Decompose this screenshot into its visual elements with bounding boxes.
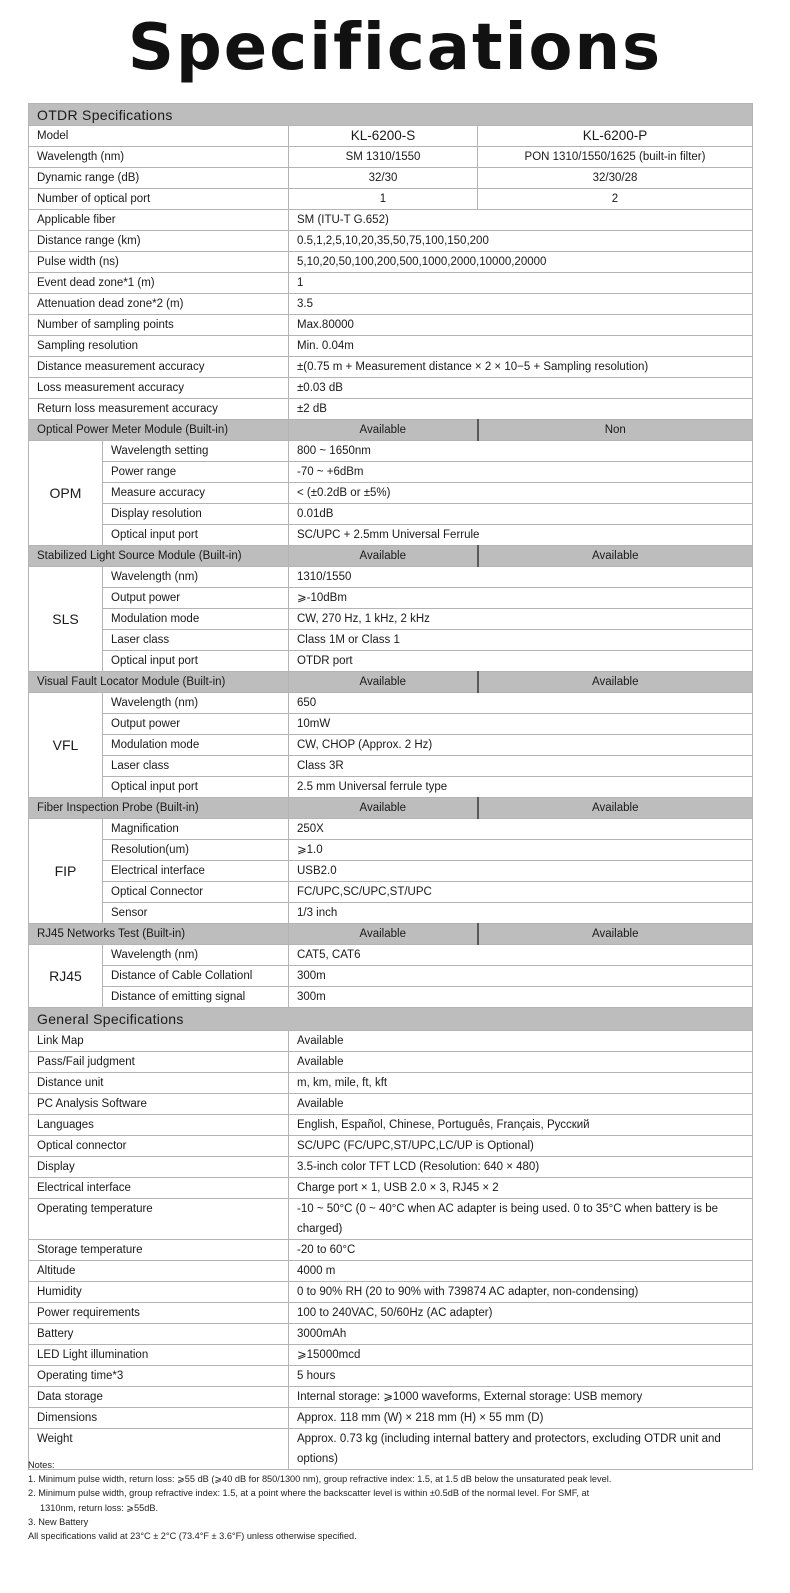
otdr-section-header <box>29 104 753 126</box>
module-title: Visual Fault Locator Module (Built-in) <box>29 672 289 693</box>
spec-label: Laser class <box>103 756 289 777</box>
module-row <box>29 462 753 483</box>
module-availability-s: Available <box>289 420 478 441</box>
spec-value: Available <box>289 1052 753 1073</box>
spec-value: Approx. 118 mm (W) × 218 mm (H) × 55 mm (D) <box>289 1408 753 1429</box>
module-header <box>29 924 753 945</box>
spec-label: Distance range (km) <box>29 231 289 252</box>
general-row <box>29 1261 753 1282</box>
module-row <box>29 861 753 882</box>
spec-label: Event dead zone*1 (m) <box>29 273 289 294</box>
spec-label: Attenuation dead zone*2 (m) <box>29 294 289 315</box>
module-code: VFL <box>29 693 103 798</box>
module-row <box>29 945 753 966</box>
spec-label: Output power <box>103 714 289 735</box>
spec-value-s: 1 <box>289 189 478 210</box>
model-row <box>29 126 753 147</box>
spec-value: 3000mAh <box>289 1324 753 1345</box>
spec-value: -10 ~ 50°C (0 ~ 40°C when AC adapter is being used. 0 to 35°C when battery is be charged) <box>289 1199 753 1240</box>
spec-label: Output power <box>103 588 289 609</box>
spec-value: 800 ~ 1650nm <box>289 441 753 462</box>
general-row <box>29 1115 753 1136</box>
notes-footer: All specifications valid at 23°C ± 2°C (73.4°F ± 3.6°F) unless otherwise specified. <box>28 1531 357 1542</box>
module-row <box>29 819 753 840</box>
note-2: 2. Minimum pulse width, group refractive index: 1.5, at a point where the backscatter level is within ±0.5dB of the normal level. For SMF, at <box>28 1488 590 1499</box>
spec-table <box>28 103 753 1470</box>
spec-label: Return loss measurement accuracy <box>29 399 289 420</box>
spec-label: Optical input port <box>103 525 289 546</box>
otdr-row <box>29 336 753 357</box>
spec-label: Wavelength (nm) <box>103 567 289 588</box>
module-row <box>29 525 753 546</box>
spec-label: Number of sampling points <box>29 315 289 336</box>
spec-label: Modulation mode <box>103 735 289 756</box>
spec-value: 2.5 mm Universal ferrule type <box>289 777 753 798</box>
module-row <box>29 651 753 672</box>
module-row <box>29 504 753 525</box>
spec-value: CW, CHOP (Approx. 2 Hz) <box>289 735 753 756</box>
spec-value: 1 <box>289 273 753 294</box>
spec-value: Available <box>289 1031 753 1052</box>
module-availability-p: Available <box>478 546 753 567</box>
general-row <box>29 1094 753 1115</box>
spec-label: Distance unit <box>29 1073 289 1094</box>
general-row <box>29 1073 753 1094</box>
spec-value: CW, 270 Hz, 1 kHz, 2 kHz <box>289 609 753 630</box>
module-code: FIP <box>29 819 103 924</box>
spec-value: Class 1M or Class 1 <box>289 630 753 651</box>
general-row <box>29 1387 753 1408</box>
spec-value: ±0.03 dB <box>289 378 753 399</box>
general-row <box>29 1052 753 1073</box>
general-row <box>29 1408 753 1429</box>
spec-value: Class 3R <box>289 756 753 777</box>
module-title: RJ45 Networks Test (Built-in) <box>29 924 289 945</box>
module-row <box>29 966 753 987</box>
module-header <box>29 420 753 441</box>
spec-value: m, km, mile, ft, kft <box>289 1073 753 1094</box>
spec-value: USB2.0 <box>289 861 753 882</box>
page-title: Specifications <box>127 11 663 85</box>
spec-label: Wavelength (nm) <box>103 945 289 966</box>
module-row <box>29 903 753 924</box>
module-availability-s: Available <box>289 546 478 567</box>
spec-label: Power requirements <box>29 1303 289 1324</box>
spec-label: Distance measurement accuracy <box>29 357 289 378</box>
spec-label: Link Map <box>29 1031 289 1052</box>
otdr-row <box>29 273 753 294</box>
spec-value: ±2 dB <box>289 399 753 420</box>
spec-label: Electrical interface <box>29 1178 289 1199</box>
spec-value: CAT5, CAT6 <box>289 945 753 966</box>
spec-label: Languages <box>29 1115 289 1136</box>
spec-label: Battery <box>29 1324 289 1345</box>
spec-value: Min. 0.04m <box>289 336 753 357</box>
spec-label: Sensor <box>103 903 289 924</box>
module-availability-s: Available <box>289 924 478 945</box>
module-row <box>29 735 753 756</box>
spec-value: Approx. 0.73 kg (including internal battery and protectors, excluding OTDR unit and options) <box>289 1429 753 1470</box>
model-s: KL-6200-S <box>289 126 478 147</box>
spec-label: Number of optical port <box>29 189 289 210</box>
module-row <box>29 840 753 861</box>
module-row <box>29 567 753 588</box>
general-row <box>29 1366 753 1387</box>
spec-value: 3.5-inch color TFT LCD (Resolution: 640 × 480) <box>289 1157 753 1178</box>
spec-value: 5,10,20,50,100,200,500,1000,2000,10000,20000 <box>289 252 753 273</box>
model-p: KL-6200-P <box>478 126 753 147</box>
spec-label: Optical input port <box>103 777 289 798</box>
spec-label: Optical input port <box>103 651 289 672</box>
notes-heading: Notes: <box>28 1460 55 1470</box>
spec-value: English, Español, Chinese, Português, Français, Русский <box>289 1115 753 1136</box>
general-heading: General Specifications <box>29 1008 753 1031</box>
spec-value: 5 hours <box>289 1366 753 1387</box>
otdr-split-row <box>29 147 753 168</box>
spec-value: ⩾15000mcd <box>289 1345 753 1366</box>
module-title: Stabilized Light Source Module (Built-in) <box>29 546 289 567</box>
note-3: 3. New Battery <box>28 1516 89 1527</box>
spec-label: Humidity <box>29 1282 289 1303</box>
module-code: SLS <box>29 567 103 672</box>
spec-value: Internal storage: ⩾1000 waveforms, External storage: USB memory <box>289 1387 753 1408</box>
spec-label: Wavelength setting <box>103 441 289 462</box>
general-row <box>29 1345 753 1366</box>
spec-value: 0.5,1,2,5,10,20,35,50,75,100,150,200 <box>289 231 753 252</box>
spec-value: 3.5 <box>289 294 753 315</box>
general-row <box>29 1178 753 1199</box>
module-header <box>29 546 753 567</box>
spec-value: Max.80000 <box>289 315 753 336</box>
note-1: 1. Minimum pulse width, return loss: ⩾55 dB (⩾40 dB for 850/1300 nm), group refractive index: 1.5, at 1.5 dB below the unsaturated peak level. <box>28 1474 612 1485</box>
spec-value: ±(0.75 m + Measurement distance × 2 × 10−5 + Sampling resolution) <box>289 357 753 378</box>
module-header <box>29 672 753 693</box>
spec-value: 650 <box>289 693 753 714</box>
spec-label: Altitude <box>29 1261 289 1282</box>
module-row <box>29 441 753 462</box>
spec-value: 10mW <box>289 714 753 735</box>
module-code: OPM <box>29 441 103 546</box>
spec-label: Distance of Cable Collationl <box>103 966 289 987</box>
otdr-row <box>29 378 753 399</box>
spec-label: Weight <box>29 1429 289 1470</box>
spec-label: Power range <box>103 462 289 483</box>
spec-label: Resolution(um) <box>103 840 289 861</box>
module-availability-p: Non <box>478 420 753 441</box>
otdr-row <box>29 231 753 252</box>
spec-value: SM (ITU-T G.652) <box>289 210 753 231</box>
spec-label: Measure accuracy <box>103 483 289 504</box>
spec-value: 0.01dB <box>289 504 753 525</box>
module-title: Fiber Inspection Probe (Built-in) <box>29 798 289 819</box>
general-row <box>29 1324 753 1345</box>
spec-value: OTDR port <box>289 651 753 672</box>
model-label: Model <box>29 126 289 147</box>
spec-label: PC Analysis Software <box>29 1094 289 1115</box>
general-row <box>29 1136 753 1157</box>
spec-value-p: 2 <box>478 189 753 210</box>
spec-label: Dimensions <box>29 1408 289 1429</box>
otdr-row <box>29 210 753 231</box>
spec-value-p: 32/30/28 <box>478 168 753 189</box>
spec-value: Charge port × 1, USB 2.0 × 3, RJ45 × 2 <box>289 1178 753 1199</box>
spec-label: Wavelength (nm) <box>29 147 289 168</box>
module-row <box>29 882 753 903</box>
module-row <box>29 483 753 504</box>
spec-label: Data storage <box>29 1387 289 1408</box>
spec-value: < (±0.2dB or ±5%) <box>289 483 753 504</box>
module-row <box>29 693 753 714</box>
spec-value: 300m <box>289 966 753 987</box>
otdr-split-row <box>29 168 753 189</box>
spec-value: SC/UPC (FC/UPC,ST/UPC,LC/UP is Optional) <box>289 1136 753 1157</box>
module-availability-p: Available <box>478 798 753 819</box>
spec-value: Available <box>289 1094 753 1115</box>
spec-value: 1310/1550 <box>289 567 753 588</box>
otdr-heading: OTDR Specifications <box>29 104 753 126</box>
spec-label: Modulation mode <box>103 609 289 630</box>
otdr-row <box>29 252 753 273</box>
otdr-row <box>29 357 753 378</box>
module-availability-p: Available <box>478 672 753 693</box>
general-row <box>29 1240 753 1261</box>
module-availability-p: Available <box>478 924 753 945</box>
module-availability-s: Available <box>289 798 478 819</box>
general-row <box>29 1282 753 1303</box>
module-row <box>29 987 753 1008</box>
spec-label: Sampling resolution <box>29 336 289 357</box>
spec-value: -20 to 60°C <box>289 1240 753 1261</box>
module-title: Optical Power Meter Module (Built-in) <box>29 420 289 441</box>
spec-value-s: SM 1310/1550 <box>289 147 478 168</box>
spec-value-s: 32/30 <box>289 168 478 189</box>
module-row <box>29 714 753 735</box>
module-row <box>29 756 753 777</box>
module-row <box>29 630 753 651</box>
spec-label: Pass/Fail judgment <box>29 1052 289 1073</box>
spec-value: 300m <box>289 987 753 1008</box>
notes-block <box>28 1458 768 1543</box>
general-section-header <box>29 1008 753 1031</box>
spec-value: -70 ~ +6dBm <box>289 462 753 483</box>
spec-label: Electrical interface <box>103 861 289 882</box>
note-2-continued: 1310nm, return loss: ⩾55dB. <box>40 1502 159 1513</box>
general-row <box>29 1199 753 1240</box>
spec-value: ⩾1.0 <box>289 840 753 861</box>
spec-value: 100 to 240VAC, 50/60Hz (AC adapter) <box>289 1303 753 1324</box>
spec-label: Optical connector <box>29 1136 289 1157</box>
spec-value-p: PON 1310/1550/1625 (built-in filter) <box>478 147 753 168</box>
otdr-row <box>29 399 753 420</box>
module-row <box>29 777 753 798</box>
spec-value: 0 to 90% RH (20 to 90% with 739874 AC adapter, non-condensing) <box>289 1282 753 1303</box>
spec-label: Display <box>29 1157 289 1178</box>
spec-value: 1/3 inch <box>289 903 753 924</box>
spec-label: Display resolution <box>103 504 289 525</box>
module-header <box>29 798 753 819</box>
otdr-row <box>29 294 753 315</box>
spec-label: Optical Connector <box>103 882 289 903</box>
spec-label: LED Light illumination <box>29 1345 289 1366</box>
spec-label: Laser class <box>103 630 289 651</box>
spec-label: Storage temperature <box>29 1240 289 1261</box>
module-availability-s: Available <box>289 672 478 693</box>
spec-label: Pulse width (ns) <box>29 252 289 273</box>
spec-label: Wavelength (nm) <box>103 693 289 714</box>
spec-value: ⩾-10dBm <box>289 588 753 609</box>
spec-value: 250X <box>289 819 753 840</box>
general-row <box>29 1303 753 1324</box>
otdr-split-row <box>29 189 753 210</box>
spec-value: SC/UPC + 2.5mm Universal Ferrule <box>289 525 753 546</box>
spec-value: 4000 m <box>289 1261 753 1282</box>
spec-label: Dynamic range (dB) <box>29 168 289 189</box>
spec-label: Operating temperature <box>29 1199 289 1240</box>
spec-value: FC/UPC,SC/UPC,ST/UPC <box>289 882 753 903</box>
general-row <box>29 1157 753 1178</box>
module-row <box>29 588 753 609</box>
otdr-row <box>29 315 753 336</box>
module-code: RJ45 <box>29 945 103 1008</box>
spec-label: Distance of emitting signal <box>103 987 289 1008</box>
module-row <box>29 609 753 630</box>
spec-label: Magnification <box>103 819 289 840</box>
spec-label: Operating time*3 <box>29 1366 289 1387</box>
general-row <box>29 1031 753 1052</box>
spec-label: Applicable fiber <box>29 210 289 231</box>
spec-label: Loss measurement accuracy <box>29 378 289 399</box>
